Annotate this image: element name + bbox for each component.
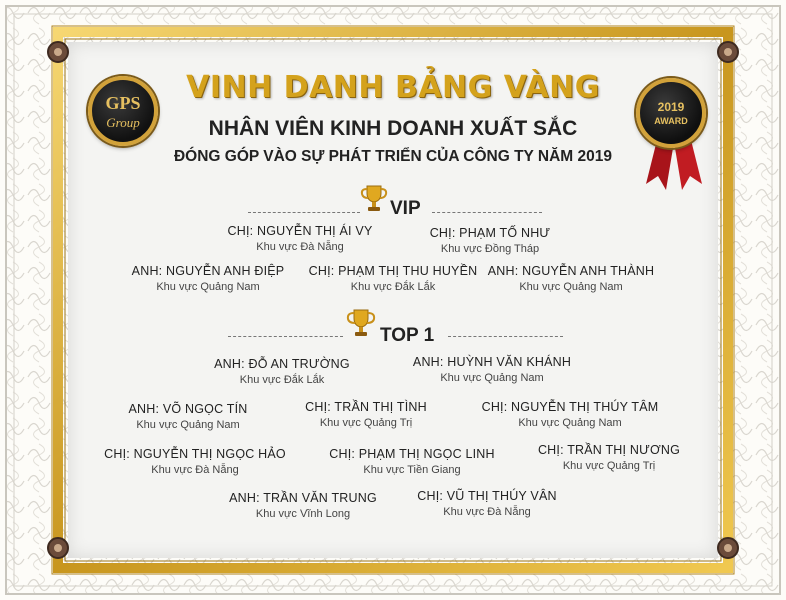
page-title: VINH DANH BẢNG VÀNG xyxy=(186,70,600,105)
honoree-entry: ANH: NGUYỄN ANH ĐIỆP Khu vực Quảng Nam xyxy=(131,264,285,293)
divider xyxy=(432,212,542,213)
honoree-entry: CHỊ: NGUYỄN THỊ NGỌC HẢO Khu vực Đà Nẵng xyxy=(104,447,286,476)
honoree-entry: ANH: VÕ NGỌC TÍN Khu vực Quảng Nam xyxy=(128,402,248,431)
section-title-top1: TOP 1 xyxy=(380,325,435,346)
trophy-icon xyxy=(360,184,388,214)
honoree-entry: CHỊ: TRẦN THỊ TÌNH Khu vực Quảng Trị xyxy=(305,400,427,429)
honoree-entry: CHỊ: VŨ THỊ THÚY VÂN Khu vực Đà Nẵng xyxy=(417,489,557,518)
honoree-entry: CHỊ: NGUYỄN THỊ THÚY TÂM Khu vực Quảng Nam xyxy=(481,400,659,429)
honoree-entry: CHỊ: PHẠM THỊ NGỌC LINH Khu vực Tiền Giang xyxy=(329,447,495,476)
company-logo: GPS Group xyxy=(88,76,158,146)
divider xyxy=(448,336,563,337)
honoree-entry: CHỊ: PHẠM TỐ NHƯ Khu vực Đồng Tháp xyxy=(429,226,551,255)
page-subtitle: NHÂN VIÊN KINH DOANH XUẤT SẮC xyxy=(208,117,578,140)
honoree-entry: CHỊ: NGUYỄN THỊ ÁI VY Khu vực Đà Nẵng xyxy=(227,224,373,253)
award-badge: 2019 AWARD xyxy=(636,78,706,148)
honoree-entry: ANH: ĐỖ AN TRƯỜNG Khu vực Đắk Lắk xyxy=(214,357,350,386)
honoree-entry: ANH: HUỲNH VĂN KHÁNH Khu vực Quảng Nam xyxy=(412,355,572,384)
honoree-entry: CHỊ: PHẠM THỊ THU HUYỀN Khu vực Đắk Lắk xyxy=(308,264,478,293)
page-subtitle-2: ĐÓNG GÓP VÀO SỰ PHÁT TRIỂN CỦA CÔNG TY NĂM 2019 xyxy=(173,148,613,165)
honoree-entry: ANH: NGUYỄN ANH THÀNH Khu vực Quảng Nam xyxy=(487,264,655,293)
divider xyxy=(248,212,360,213)
honoree-entry: CHỊ: TRẦN THỊ NƯƠNG Khu vực Quảng Trị xyxy=(537,443,681,472)
trophy-icon xyxy=(346,308,376,340)
divider xyxy=(228,336,343,337)
honoree-entry: ANH: TRẦN VĂN TRUNG Khu vực Vĩnh Long xyxy=(229,491,377,520)
section-title-vip: VIP xyxy=(390,198,421,219)
